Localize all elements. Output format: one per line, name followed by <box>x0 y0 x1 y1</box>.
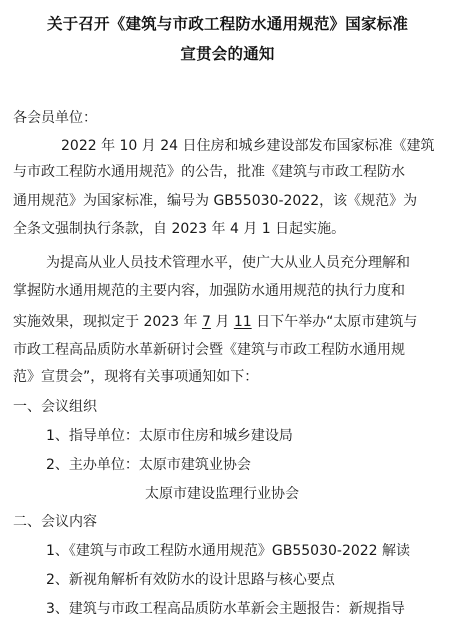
section-2-item-1: 1、《建筑与市政工程防水通用规范》GB55030-2022 解读 <box>46 543 411 559</box>
meeting-date-suffix: 日下午举办“太原市建筑与 <box>251 314 418 330</box>
month-unit: 月 <box>210 314 234 330</box>
paragraph-2-line-5: 范》宣贯会”，现将有关事项通知如下： <box>13 369 259 385</box>
section-2-heading: 二、会议内容 <box>13 514 97 530</box>
paragraph-1-line-4: 全条文强制执行条款，自 2023 年 4 月 1 日起实施。 <box>13 221 346 237</box>
paragraph-2-line-4: 市政工程高品质防水革新研讨会暨《建筑与市政工程防水通用规 <box>13 342 405 358</box>
section-2-item-2: 2、新视角解析有效防水的设计思路与核心要点 <box>46 572 335 588</box>
salutation: 各会员单位： <box>13 110 97 126</box>
document-title-line-1: 关于召开《建筑与市政工程防水通用规范》国家标准 <box>46 15 409 33</box>
section-1-item-1: 1、指导单位：太原市住房和城乡建设局 <box>46 428 293 444</box>
section-1-heading: 一、会议组织 <box>13 399 97 415</box>
section-1-item-2-continuation: 太原市建设监理行业协会 <box>145 486 299 502</box>
section-2-item-3: 3、建筑与市政工程高品质防水革新会主题报告：新规指导 <box>46 601 405 617</box>
paragraph-1-line-2: 与市政工程防水通用规范》的公告，批准《建筑与市政工程防水 <box>13 164 405 180</box>
meeting-month: 7 <box>201 314 211 330</box>
paragraph-2-line-2: 掌握防水通用规范的主要内容，加强防水通用规范的执行力度和 <box>13 283 405 299</box>
meeting-date-prefix: 实施效果，现拟定于 2023 年 <box>13 314 202 330</box>
paragraph-2-line-1: 为提高从业人员技术管理水平，使广大从业人员充分理解和 <box>46 255 410 271</box>
section-1-item-2: 2、主办单位：太原市建筑业协会 <box>46 457 251 473</box>
meeting-day: 11 <box>233 314 252 330</box>
paragraph-1-line-1: 2022 年 10 月 24 日住房和城乡建设部发布国家标准《建筑 <box>61 138 435 154</box>
paragraph-2-line-3 <box>13 314 417 330</box>
document-title-line-2: 宣贯会的通知 <box>180 45 275 63</box>
paragraph-1-line-3: 通用规范》为国家标准，编号为 GB55030-2022，该《规范》为 <box>13 193 418 209</box>
